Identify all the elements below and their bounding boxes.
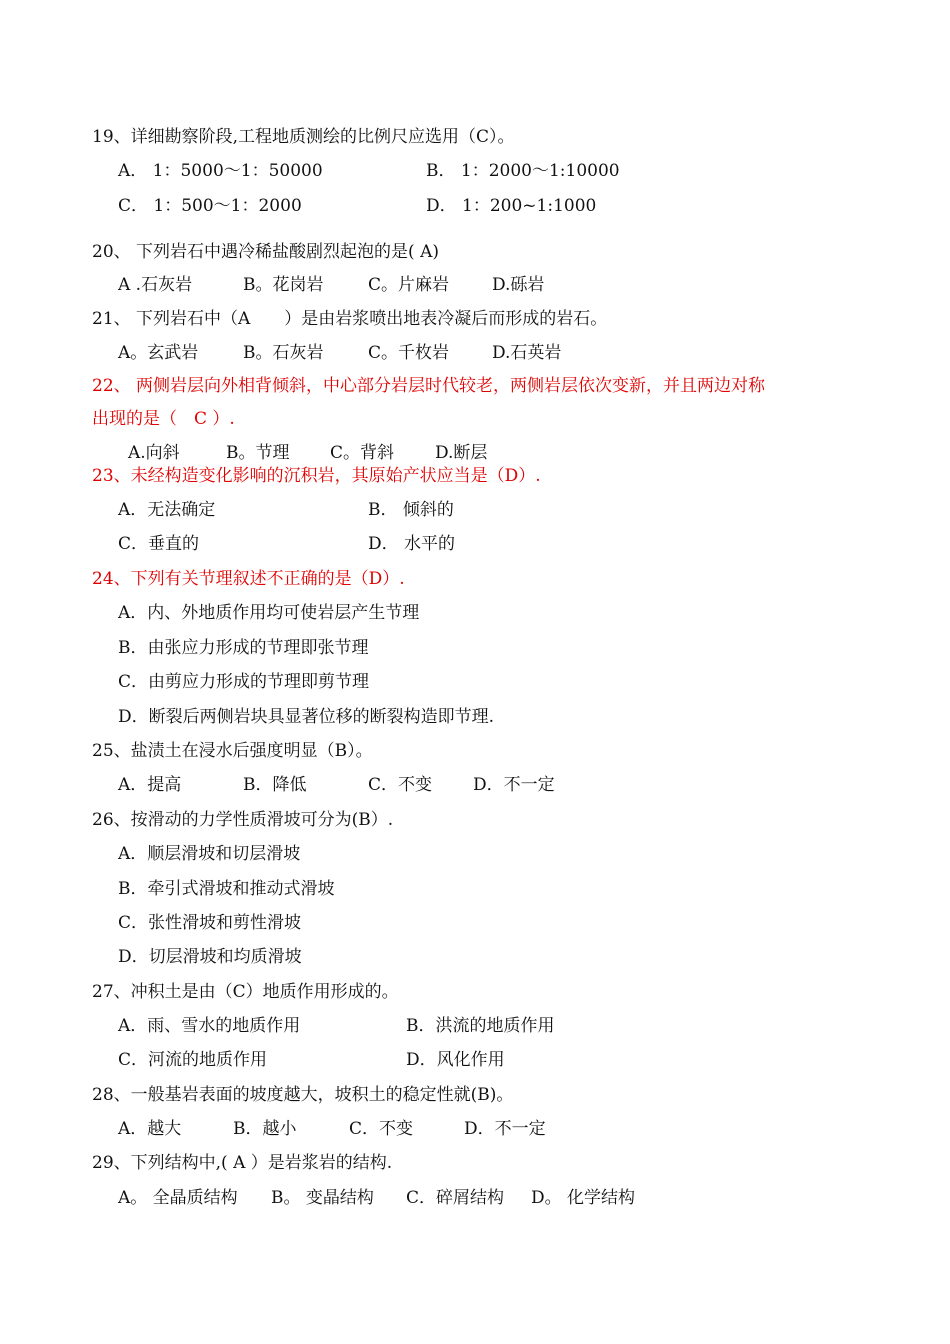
question-21-option-c: C。千枚岩 xyxy=(368,343,450,363)
question-21-option-b: B。石灰岩 xyxy=(243,343,324,363)
question-20-option-b: B。花岗岩 xyxy=(243,275,324,295)
question-25-stem: 25、盐渍土在浸水后强度明显（B）。 xyxy=(92,741,373,761)
question-22-stem-line-2: 出现的是（ C ）. xyxy=(92,409,235,429)
question-23-option-d: D． 水平的 xyxy=(368,534,456,554)
question-19-stem: 19、详细勘察阶段,工程地质测绘的比例尺应选用（C）。 xyxy=(92,127,515,147)
question-23-stem: 23、未经构造变化影响的沉积岩，其原始产状应当是（D）. xyxy=(92,466,541,486)
question-27-stem: 27、冲积土是由（C）地质作用形成的。 xyxy=(92,982,399,1002)
question-28-option-d: D．不一定 xyxy=(464,1119,546,1139)
question-29-option-d: D。 化学结构 xyxy=(531,1188,636,1208)
question-24-option-c: C．由剪应力形成的节理即剪节理 xyxy=(118,672,370,692)
question-27-option-b: B．洪流的地质作用 xyxy=(406,1016,555,1036)
question-22-option-d: D.断层 xyxy=(435,443,488,463)
question-27-option-d: D．风化作用 xyxy=(406,1050,505,1070)
question-29-option-a: A。 全晶质结构 xyxy=(118,1188,238,1208)
question-25-option-b: B．降低 xyxy=(243,775,307,795)
question-21-option-a: A。玄武岩 xyxy=(118,343,199,363)
question-28-stem: 28、一般基岩表面的坡度越大，坡积土的稳定性就(B)。 xyxy=(92,1085,514,1105)
question-19-option-c: C． 1：500～1：2000 xyxy=(118,196,302,216)
question-29-option-b: B。 变晶结构 xyxy=(271,1188,374,1208)
question-25-option-a: A．提高 xyxy=(118,775,182,795)
question-24-stem: 24、下列有关节理叙述不正确的是（D）. xyxy=(92,569,405,589)
question-20-stem: 20、 下列岩石中遇冷稀盐酸剧烈起泡的是( A) xyxy=(92,242,439,262)
question-22-option-b: B。节理 xyxy=(226,443,290,463)
question-22-option-c: C。背斜 xyxy=(330,443,395,463)
question-29-stem: 29、下列结构中,( A ）是岩浆岩的结构. xyxy=(92,1153,393,1173)
question-28-option-b: B．越小 xyxy=(233,1119,297,1139)
question-23-option-a: A．无法确定 xyxy=(118,500,216,520)
question-19-option-a: A． 1：5000～1：50000 xyxy=(118,161,323,181)
question-24-option-a: A．内、外地质作用均可使岩层产生节理 xyxy=(118,603,420,623)
question-19-option-b: B． 1：2000～1:10000 xyxy=(426,161,620,181)
question-22-option-a: A.向斜 xyxy=(128,443,180,463)
question-20-option-d: D.砾岩 xyxy=(492,275,545,295)
question-23-option-c: C．垂直的 xyxy=(118,534,200,554)
question-20-option-c: C。片麻岩 xyxy=(368,275,450,295)
question-22-stem-line-1: 22、 两侧岩层向外相背倾斜，中心部分岩层时代较老，两侧岩层依次变新，并且两边对称 xyxy=(92,376,766,396)
question-21-stem: 21、 下列岩石中（A ）是由岩浆喷出地表冷凝后而形成的岩石。 xyxy=(92,309,608,329)
question-28-option-c: C．不变 xyxy=(349,1119,414,1139)
question-26-option-d: D．切层滑坡和均质滑坡 xyxy=(118,947,302,967)
question-21-option-d: D.石英岩 xyxy=(492,343,562,363)
question-27-option-c: C．河流的地质作用 xyxy=(118,1050,268,1070)
question-23-option-b: B． 倾斜的 xyxy=(368,500,454,520)
question-26-option-c: C．张性滑坡和剪性滑坡 xyxy=(118,913,302,933)
question-26-stem: 26、按滑动的力学性质滑坡可分为(B）. xyxy=(92,810,394,830)
question-20-option-a: A .石灰岩 xyxy=(118,275,193,295)
question-24-option-d: D．断裂后两侧岩块具显著位移的断裂构造即节理. xyxy=(118,707,495,727)
question-25-option-d: D．不一定 xyxy=(473,775,555,795)
question-26-option-b: B．牵引式滑坡和推动式滑坡 xyxy=(118,879,335,899)
question-26-option-a: A．顺层滑坡和切层滑坡 xyxy=(118,844,301,864)
question-25-option-c: C．不变 xyxy=(368,775,433,795)
question-19-option-d: D． 1：200~1:1000 xyxy=(426,196,597,216)
question-27-option-a: A．雨、雪水的地质作用 xyxy=(118,1016,301,1036)
question-28-option-a: A．越大 xyxy=(118,1119,182,1139)
question-24-option-b: B．由张应力形成的节理即张节理 xyxy=(118,638,369,658)
question-29-option-c: C．碎屑结构 xyxy=(406,1188,505,1208)
